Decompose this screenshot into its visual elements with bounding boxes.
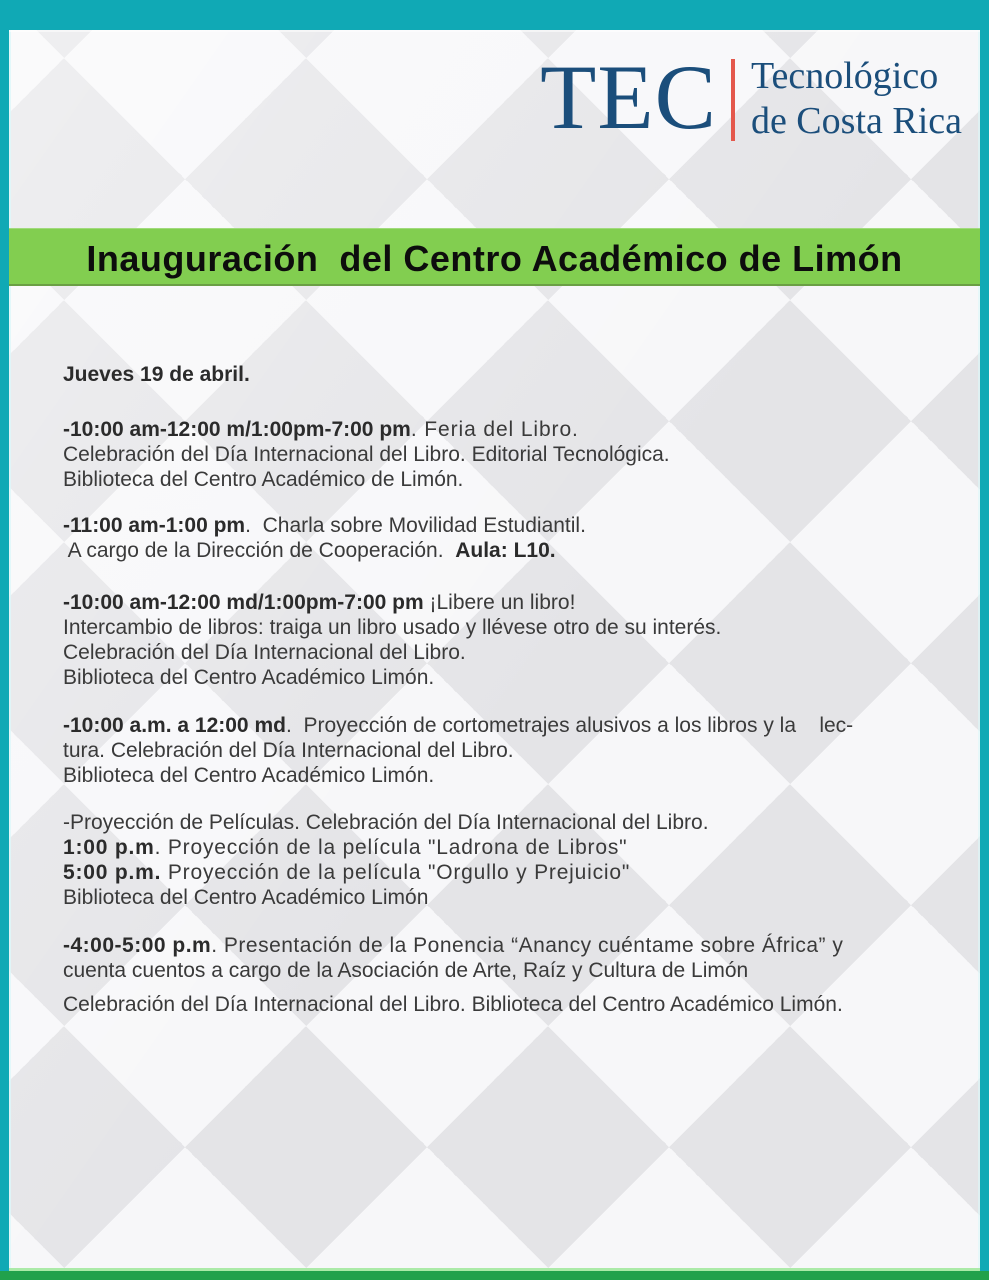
event-line bbox=[63, 713, 968, 738]
event-text-segment: Proyección de la película "Orgullo y Prejuicio" bbox=[161, 861, 631, 884]
event-line bbox=[63, 615, 968, 640]
event-time: -10:00 a.m. a 12:00 md bbox=[63, 714, 286, 737]
event-time: -10:00 am-12:00 m/1:00pm-7:00 pm bbox=[63, 418, 411, 441]
title-banner bbox=[9, 228, 980, 286]
event-text-segment: tura. Celebración del Día Internacional del Libro. bbox=[63, 739, 514, 762]
event-time: 5:00 p.m. bbox=[63, 861, 162, 884]
event-line bbox=[63, 958, 968, 983]
event-text-segment: . Proyección de la película "Ladrona de Libros" bbox=[154, 836, 628, 859]
event-line bbox=[63, 417, 968, 442]
event-line bbox=[63, 810, 968, 835]
event-text-segment: Celebración del Día Internacional del Libro. Editorial Tecnológica. bbox=[63, 443, 670, 466]
logo-name-line2: de Costa Rica bbox=[750, 100, 962, 142]
schedule bbox=[63, 362, 968, 1017]
event-time: -10:00 am-12:00 md/1:00pm-7:00 pm bbox=[63, 591, 424, 614]
event-text-segment: cuenta cuentos a cargo de la Asociación de Arte, Raíz y Cultura de Limón bbox=[63, 959, 749, 982]
event-line bbox=[63, 665, 968, 690]
event-ponencia-anancy bbox=[63, 933, 968, 983]
event-time: 1:00 p.m bbox=[63, 836, 155, 859]
page-title: Inauguración del Centro Académico de Limón bbox=[86, 238, 903, 279]
event-line bbox=[63, 640, 968, 665]
logo-divider-bar bbox=[731, 59, 735, 141]
logo-name-line1: Tecnológico bbox=[750, 55, 939, 97]
event-line bbox=[63, 467, 968, 492]
event-text-segment: Biblioteca del Centro Académico de Limón. bbox=[63, 468, 464, 491]
event-text-segment: Biblioteca del Centro Académico Limón bbox=[63, 886, 429, 909]
tec-logo bbox=[540, 46, 962, 148]
event-line bbox=[63, 933, 968, 958]
event-proyeccion-peliculas bbox=[63, 810, 968, 910]
event-line bbox=[63, 860, 968, 885]
event-feria-del-libro bbox=[63, 417, 968, 492]
event-text-segment: Biblioteca del Centro Académico Limón. bbox=[63, 666, 435, 689]
event-line bbox=[63, 513, 968, 538]
event-text-segment: A cargo de la Dirección de Cooperación. bbox=[63, 539, 456, 562]
event-line bbox=[63, 538, 968, 563]
logo-institution-name bbox=[751, 54, 962, 144]
event-room: Aula: L10. bbox=[455, 539, 556, 562]
date-heading: Jueves 19 de abril. bbox=[63, 363, 250, 386]
event-text-segment: ¡Libere un libro! bbox=[423, 591, 576, 614]
event-text-segment: . Presentación de la Ponencia “Anancy cuéntame sobre África” y bbox=[211, 934, 844, 957]
event-celebracion-note bbox=[63, 992, 968, 1017]
event-line bbox=[63, 835, 968, 860]
event-text-segment: Celebración del Día Internacional del Libro. Biblioteca del Centro Académico Limón. bbox=[63, 993, 843, 1016]
bottom-green-bar bbox=[0, 1271, 989, 1280]
event-text-segment: Biblioteca del Centro Académico Limón. bbox=[63, 764, 435, 787]
event-libere-un-libro bbox=[63, 590, 968, 690]
event-text-segment: -Proyección de Películas. Celebración del Día Internacional del Libro. bbox=[63, 811, 709, 834]
event-text-segment: Celebración del Día Internacional del Libro. bbox=[63, 641, 466, 664]
event-time: -11:00 am-1:00 pm bbox=[63, 514, 246, 537]
event-line bbox=[63, 442, 968, 467]
event-line bbox=[63, 738, 968, 763]
event-line bbox=[63, 590, 968, 615]
event-line bbox=[63, 992, 968, 1017]
event-text-segment: . Proyección de cortometrajes alusivos a los libros y la lec- bbox=[285, 714, 854, 737]
tec-logo-acronym: TEC bbox=[540, 46, 717, 148]
event-time: -4:00-5:00 p.m bbox=[63, 934, 212, 957]
event-text-segment: . Charla sobre Movilidad Estudiantil. bbox=[245, 514, 586, 537]
event-text-segment: . Feria del Libro. bbox=[410, 418, 579, 441]
event-charla-movilidad bbox=[63, 513, 968, 563]
event-cortometrajes bbox=[63, 713, 968, 788]
event-line bbox=[63, 885, 968, 910]
event-text-segment: Intercambio de libros: traiga un libro usado y llévese otro de su interés. bbox=[63, 616, 722, 639]
flyer-content bbox=[9, 30, 980, 1268]
event-line bbox=[63, 763, 968, 788]
